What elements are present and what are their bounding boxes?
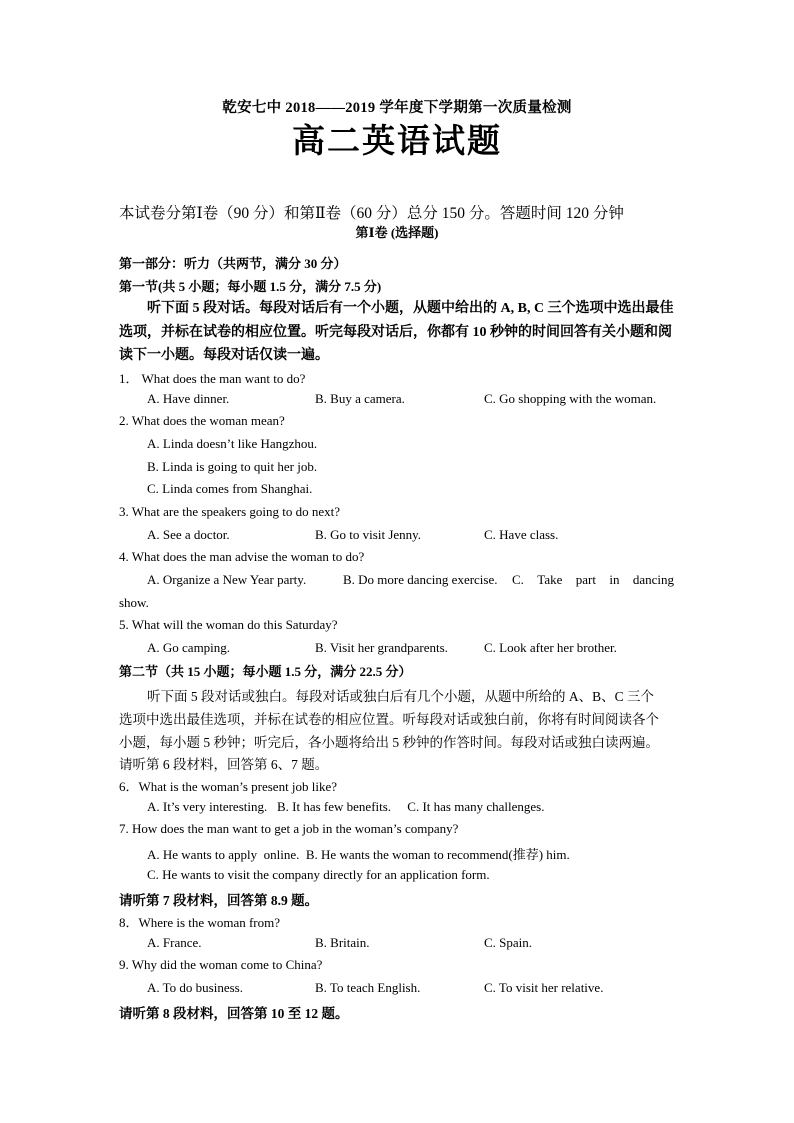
q8-option-a: A. France. [147, 935, 202, 950]
school-header: 乾安七中 2018——2019 学年度下学期第一次质量检测 [222, 100, 572, 116]
q1-option-c: C. Go shopping with the woman. [484, 391, 657, 406]
section2-heading: 第二节（共 15 小题；每小题 1.5 分，满分 22.5 分） [119, 664, 412, 679]
question-2: 2. What does the woman mean? [119, 413, 285, 428]
q5-option-a: A. Go camping. [147, 640, 231, 655]
question-9: 9. Why did the woman come to China? [119, 957, 323, 972]
q4-option-c-word2: part [575, 572, 596, 587]
q9-option-c: C. To visit her relative. [484, 980, 604, 995]
q4-option-b: B. Do more dancing exercise. [343, 572, 498, 587]
q9-option-b: B. To teach English. [315, 980, 421, 995]
q9-option-a: A. To do business. [147, 980, 243, 995]
part1-heading: 第一部分：听力（共两节，满分 30 分） [119, 256, 347, 271]
section1-instruction-line3: 读下一小题。每段对话仅读一遍。 [119, 348, 329, 363]
section2-instruction-line2: 选项中选出最佳选项，并标在试卷的相应位置。听每段对话或独白前，你将有时间阅读各个 [119, 712, 659, 727]
q3-option-c: C. Have class. [484, 527, 559, 542]
q2-option-b: B. Linda is going to quit her job. [147, 459, 318, 474]
q8-option-c: C. Spain. [484, 935, 533, 950]
q4-option-c [512, 572, 674, 588]
volume-heading: 第Ⅰ卷 (选择题) [355, 225, 439, 240]
question-7: 7. How does the man want to get a job in the woman’s company? [119, 821, 459, 836]
section1-instruction-line2: 选项，并标在试卷的相应位置。听完每段对话后，你都有 10 秒钟的时间回答有关小题和阅 [119, 325, 672, 340]
q4-option-c-word3: in [609, 572, 620, 587]
q4-option-c-word1: Take [537, 572, 563, 587]
section2-instruction-line4: 请听第 6 段材料，回答第 6、7 题。 [119, 757, 329, 772]
q4-option-c-word4: dancing [632, 572, 674, 587]
question-8: 8．Where is the woman from? [119, 915, 281, 930]
q8-option-b: B. Britain. [315, 935, 370, 950]
q5-option-c: C. Look after her brother. [484, 640, 617, 655]
listen-material-7: 请听第 7 段材料，回答第 8.9 题。 [119, 893, 319, 908]
q5-option-b: B. Visit her grandparents. [315, 640, 448, 655]
section2-instruction-line3: 小题，每小题 5 秒钟；听完后，各小题将给出 5 秒钟的作答时间。每段对话或独白读两遍。 [119, 735, 659, 750]
q3-option-b: B. Go to visit Jenny. [315, 527, 422, 542]
q7-option-c: C. He wants to visit the company directly for an application form. [147, 867, 490, 882]
q1-option-a: A. Have dinner. [147, 391, 230, 406]
section1-instruction-line1: 听下面 5 段对话。每段对话后有一个小题，从题中给出的 A, B, C 三个选项中选出最佳 [147, 301, 674, 316]
exam-intro: 本试卷分第Ⅰ卷（90 分）和第Ⅱ卷（60 分）总分 150 分。答题时间 120 分钟 [119, 205, 624, 222]
q4-option-c-continued: show. [119, 595, 149, 610]
q6-options: A. It’s very interesting. B. It has few benefits. C. It has many challenges. [147, 799, 545, 814]
q2-option-a: A. Linda doesn’t like Hangzhou. [147, 436, 318, 451]
question-3: 3. What are the speakers going to do next? [119, 504, 341, 519]
question-1: 1． What does the man want to do? [119, 371, 306, 386]
question-5: 5. What will the woman do this Saturday? [119, 617, 338, 632]
question-6: 6．What is the woman’s present job like? [119, 779, 338, 794]
listen-material-8: 请听第 8 段材料，回答第 10 至 12 题。 [119, 1006, 349, 1021]
q4-option-a: A. Organize a New Year party. [147, 572, 307, 587]
exam-title: 高二英语试题 [292, 124, 502, 160]
q1-option-b: B. Buy a camera. [315, 391, 405, 406]
question-4: 4. What does the man advise the woman to do? [119, 549, 365, 564]
section1-heading: 第一节(共 5 小题；每小题 1.5 分，满分 7.5 分) [119, 279, 382, 294]
section2-instruction-line1: 听下面 5 段对话或独白。每段对话或独白后有几个小题，从题中所给的 A、B、C 三个 [147, 689, 655, 704]
q3-option-a: A. See a doctor. [147, 527, 230, 542]
q4-option-c-letter: C. [512, 572, 524, 587]
q7-options-ab: A. He wants to apply online. B. He wants the woman to recommend(推荐) him. [147, 847, 570, 862]
q2-option-c: C. Linda comes from Shanghai. [147, 481, 313, 496]
